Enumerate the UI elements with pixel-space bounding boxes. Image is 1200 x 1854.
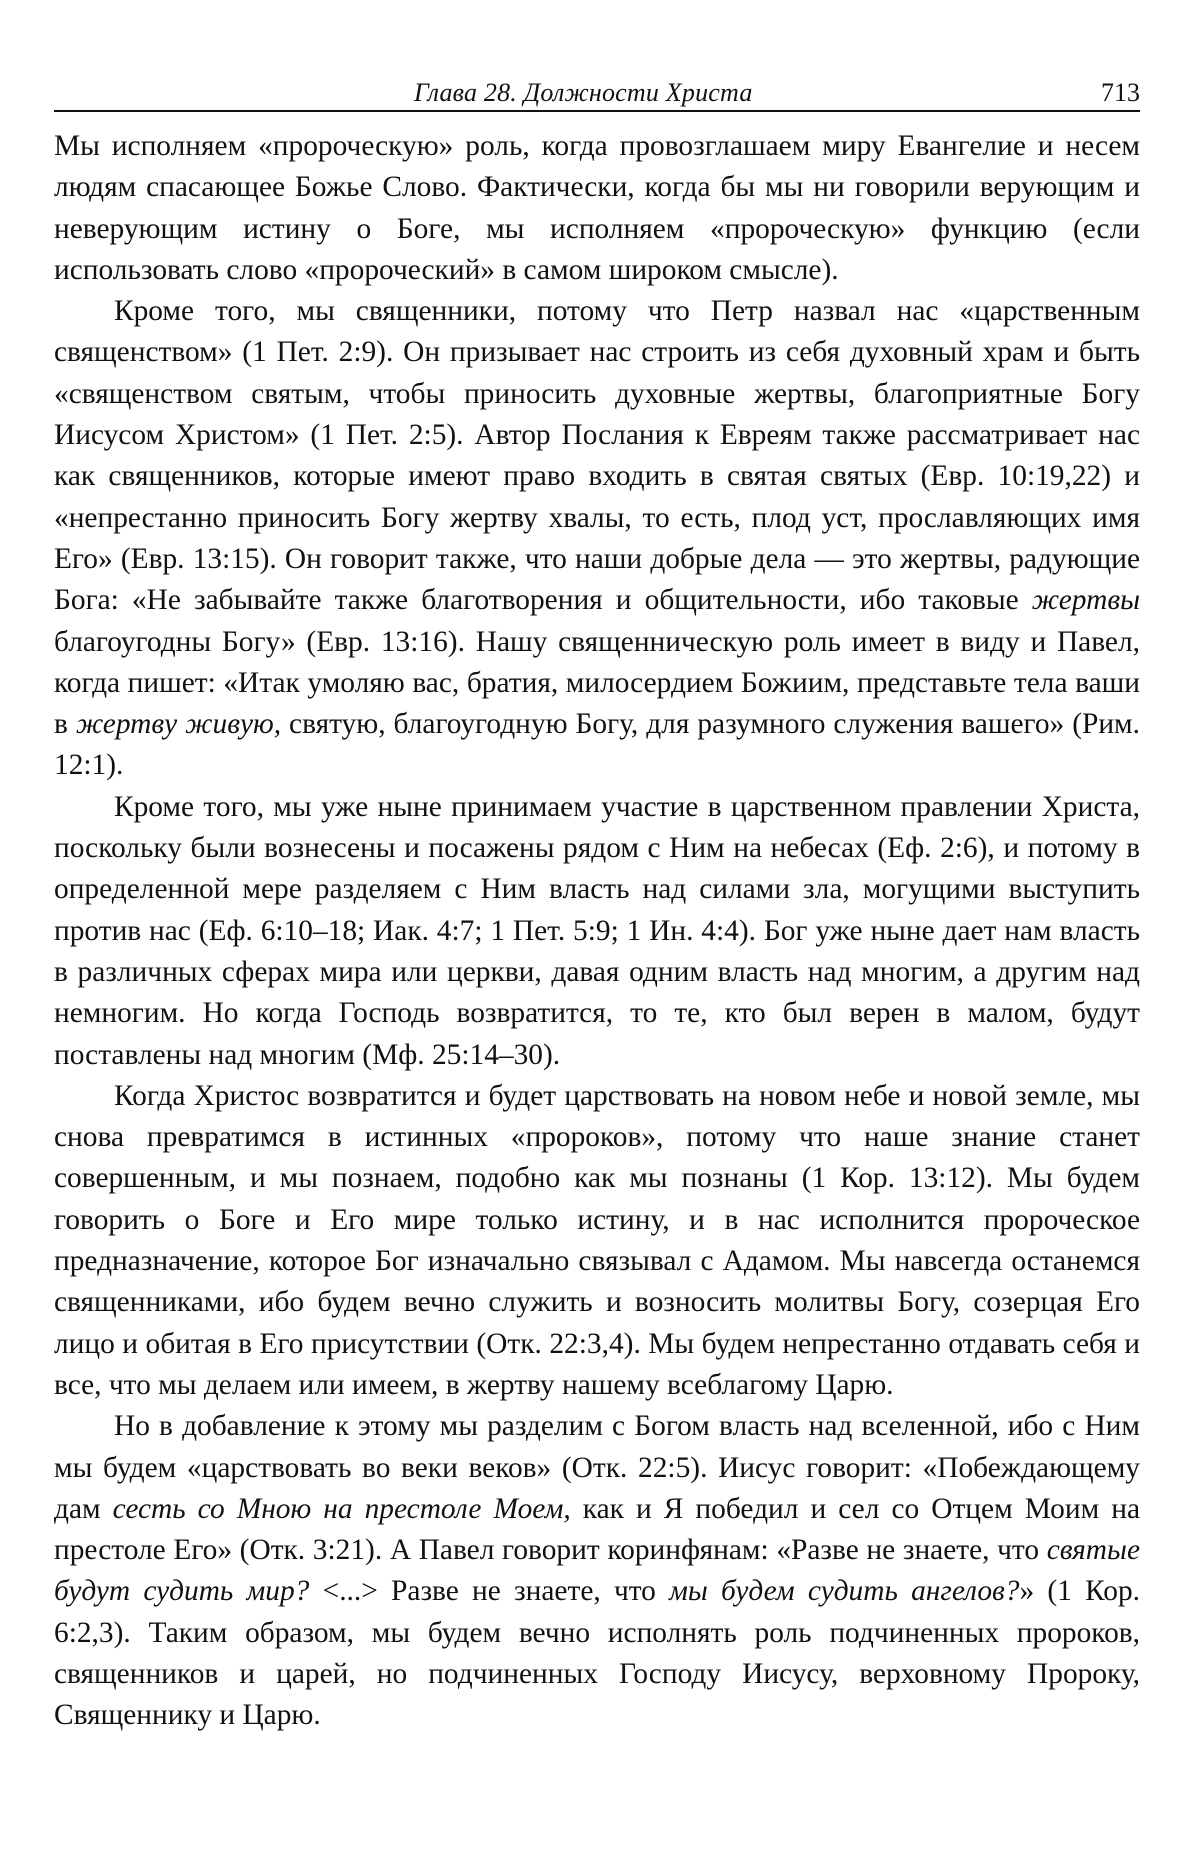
text-run: <...> Разве не знаете, что xyxy=(309,1575,670,1608)
paragraph-4 xyxy=(54,1076,1140,1406)
chapter-running-title: Глава 28. Должности Христа xyxy=(414,78,753,107)
text-run: Но в добавление к этому мы разделим с Богом власть над вселенной, ибо с Ним мы будем «царствовать во веки веков» (Отк. 22:5). Иисус говорит: «Побеждающему дам xyxy=(54,1410,1140,1525)
italic-run: жертвы xyxy=(1031,584,1140,617)
text-run: святую, благоугодную Богу, для разумного служения вашего» (Рим. 12:1). xyxy=(54,708,1141,782)
text-run: Кроме того, мы уже ныне принимаем участие в царственном правлении Христа, поскольку были вознесены и посажены рядом с Ним на небесах (Еф. 2:6), и потому в определенной мере разделяем с Ним власть над силами зла, могущими выступить против нас (Еф. 6:10–18; Иак. 4:7; 1 Пет. 5:9; 1 Ин. 4:4). Бог уже ныне дает нам власть в различных сферах мира или церкви, давая одним власть над многим, а другим над немногим. Но когда Господь возвратится, то те, кто был верен в малом, будут поставлены над многим (Мф. 25:14–30). xyxy=(54,790,1140,1071)
italic-run: сесть со Мною на престоле Моем, xyxy=(112,1492,571,1525)
italic-run: святые будут судить мир? xyxy=(54,1534,1140,1608)
text-run: » (1 Кор. 6:2,3). Таким образом, мы будем вечно исполнять роль подчиненных пророков, священников и царей, но подчиненных Господу Иисусу, верховному Пророку, Священнику и Царю. xyxy=(54,1575,1140,1732)
paragraph-5 xyxy=(54,1406,1140,1736)
text-run: как и Я победил и сел со Отцем Моим на престоле Его» (Отк. 3:21). А Павел говорит коринфянам: «Разве не знаете, что xyxy=(54,1492,1140,1567)
text-run: Мы исполняем «пророческую» роль, когда провозглашаем миру Евангелие и несем людям спасающее Божье Слово. Фактически, когда бы мы ни говорили верующим и неверующим истину о Боге, мы исполняем «пророческую» функцию (если использовать слово «пророческий» в самом широком смысле). xyxy=(54,130,1140,286)
book-page xyxy=(54,70,1140,1737)
paragraph-1 xyxy=(54,126,1140,291)
italic-run: мы будем судить ангелов? xyxy=(669,1575,1020,1608)
text-run: Когда Христос возвратится и будет царствовать на новом небе и новой земле, мы снова превратимся в истинных «пророков», потому что наше знание станет совершенным, и мы познаем, подобно как мы познаны (1 Кор. 13:12). Мы будем говорить о Боге и Его мире только истину, и в нас исполнится пророческое предназначение, которое Бог изначально связывал с Адамом. Мы навсегда останемся священниками, ибо будем вечно служить и возносить молитвы Богу, созерцая Его лицо и обитая в Его присутствии (Отк. 22:3,4). Мы будем непрестанно отдавать себя и все, что мы делаем или имеем, в жертву нашему всеблагому Царю. xyxy=(54,1079,1140,1401)
body-text xyxy=(54,126,1140,1737)
running-head xyxy=(54,70,1140,112)
paragraph-2 xyxy=(54,291,1140,787)
text-run: Кроме того, мы священники, потому что Петр назвал нас «царственным священством» (1 Пет. 2:9). Он призывает нас строить из себя духовный храм и быть «священством святым, чтобы приносить духовные жертвы, благоприятные Богу Иисусом Христом» (1 Пет. 2:5). Автор Послания к Евреям также рассматривает нас как священников, которые имеют право входить в святая святых (Евр. 10:19,22) и «непрестанно приносить Богу жертву хвалы, то есть, плод уст, прославляющих имя Его» (Евр. 13:15). Он говорит также, что наши добрые дела — это жертвы, радующие Бога: «Не забывайте также благотворения и общительности, ибо таковые xyxy=(54,295,1140,617)
page-number: 713 xyxy=(1101,78,1140,107)
text-run: благоугодны Богу» (Евр. 13:16). Нашу священническую роль имеет в виду и Павел, когда пишет: «Итак умоляю вас, братия, милосердием Божиим, представьте тела ваши в xyxy=(54,625,1140,741)
italic-run: жертву живую, xyxy=(75,708,282,741)
paragraph-3 xyxy=(54,787,1140,1076)
